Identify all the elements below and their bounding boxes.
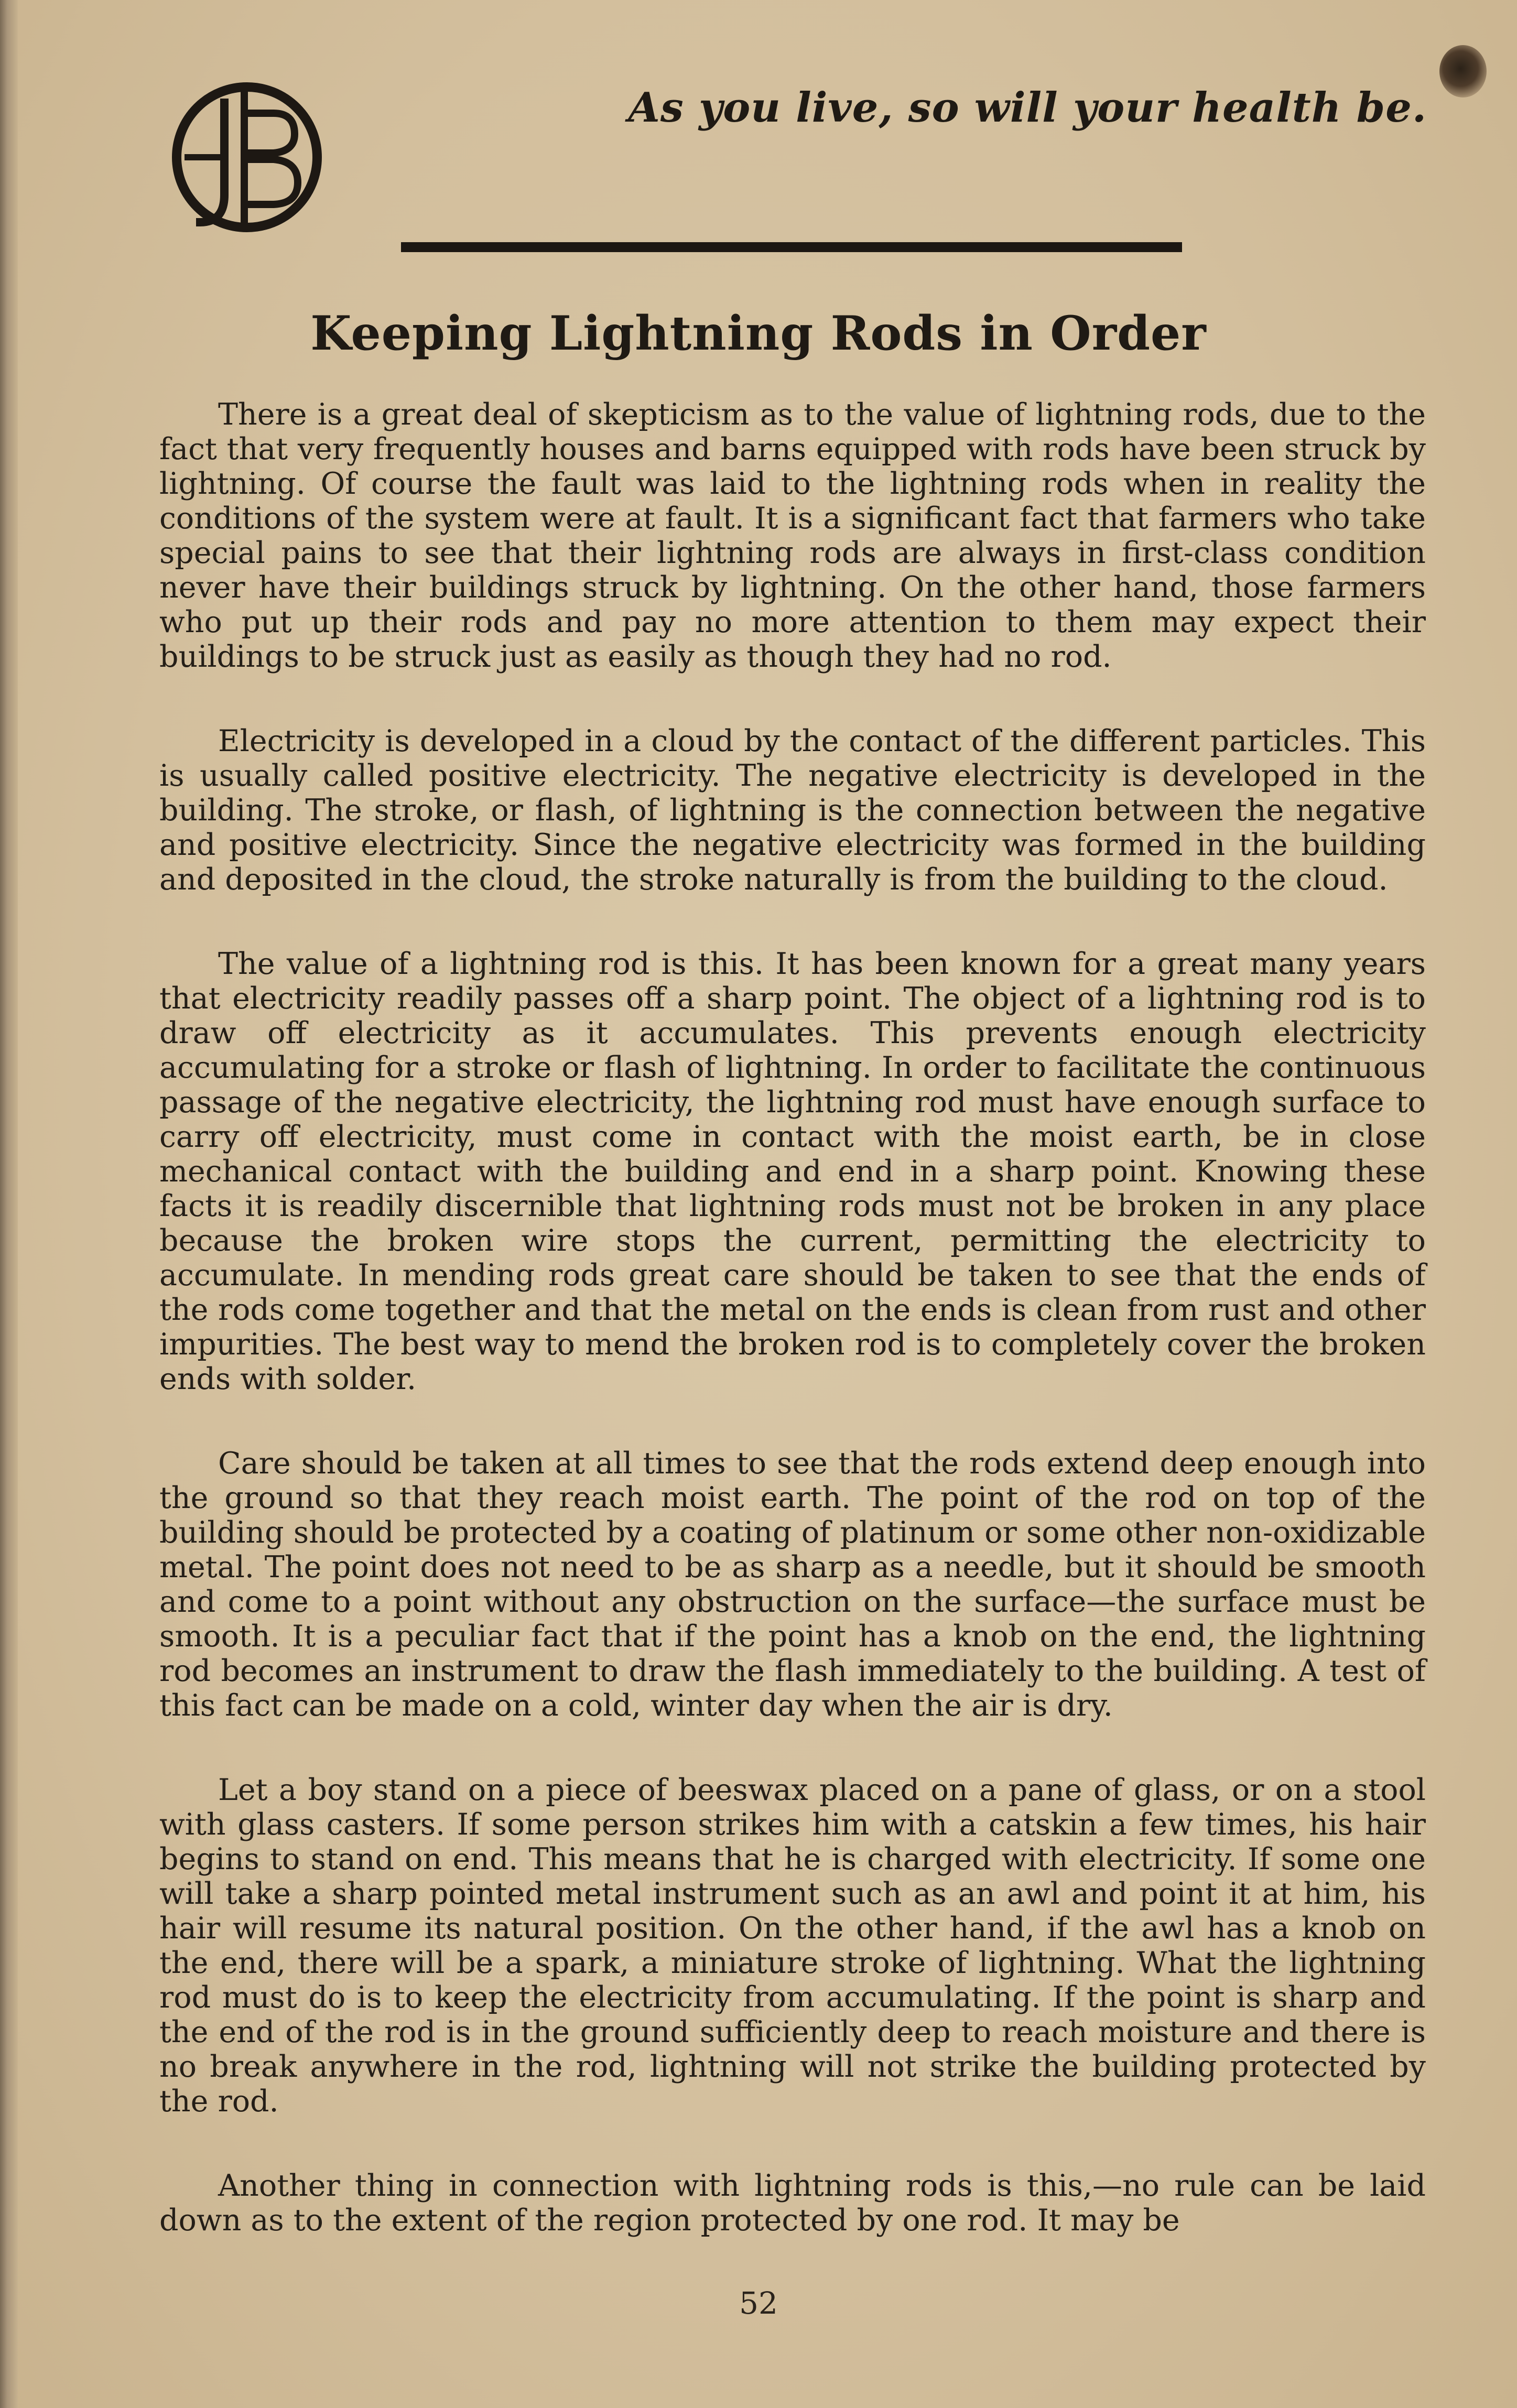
paragraph-care-depth: Care should be taken at all times to see that the rods extend deep enough into the ground so that they reach moist earth. The point of the rod on top of the building should be protected by a coating of platinum or some other non-oxidizable metal. The point does not need to be as sharp as a needle, but it should be smooth and come to a point without any obstruction on the surface—the surface must be smooth. It is a peculiar fact that if the point has a knob on the end, the lightning rod becomes an instrument to draw the flash immediately to the building. A test of this fact can be made on a cold, winter day when the air is dry.	[159, 1446, 1426, 1723]
ink-stain	[1439, 45, 1487, 97]
article-body	[159, 397, 1426, 2238]
article-title: Keeping Lightning Rods in Order	[310, 306, 1207, 361]
paragraph-skepticism: There is a great deal of skepticism as to the value of lightning rods, due to the fact that very frequently houses and barns equipped with rods have been struck by lightning. Of course the fault was laid to the lightning rods when in reality the conditions of the system were at fault. It is a significant fact that farmers who take special pains to see that their lightning rods are always in first-class condition never have their buildings struck by lightning. On the other hand, those farmers who put up their rods and pay no more attention to them may expect their buildings to be struck just as easily as though they had no rod.	[159, 397, 1426, 674]
monogram-logo-icon	[166, 74, 328, 240]
paragraph-boy-experiment: Let a boy stand on a piece of beeswax placed on a pane of glass, or on a stool with glass casters. If some person strikes him with a catskin a few times, his hair begins to stand on end. This means that he is charged with electricity. If some one will take a sharp pointed metal instrument such as an awl and point it at him, his hair will resume its natural position. On the other hand, if the awl has a knob on the end, there will be a spark, a miniature stroke of lightning. What the lightning rod must do is to keep the electricity from accumulating. If the point is sharp and the end of the rod is in the ground sufficiently deep to reach moisture and there is no break anywhere in the rod, lightning will not strike the building protected by the rod.	[159, 1773, 1426, 2119]
header-divider	[401, 242, 1182, 252]
header-motto: As you live, so will your health be.	[628, 84, 1427, 132]
paragraph-region-protected: Another thing in connection with lightning rods is this,—no rule can be laid down as to the extent of the region protected by one rod. It may be	[159, 2168, 1426, 2238]
binding-edge	[0, 0, 18, 2408]
paragraph-value-of-rod: The value of a lightning rod is this. It has been known for a great many years that electricity readily passes off a sharp point. The object of a lightning rod is to draw off electricity as it accumulates. This prevents enough electricity accumulating for a stroke or flash of lightning. In order to facilitate the continuous passage of the negative electricity, the lightning rod must have enough surface to carry off electricity, must come in contact with the moist earth, be in close mechanical contact with the building and end in a sharp point. Knowing these facts it is readily discernible that lightning rods must not be broken in any place because the broken wire stops the current, permitting the electricity to accumulate. In mending rods great care should be taken to see that the ends of the rods come together and that the metal on the ends is clean from rust and other impurities. The best way to mend the broken rod is to completely cover the broken ends with solder.	[159, 947, 1426, 1396]
page-number: 52	[739, 2285, 778, 2321]
paragraph-electricity-developed: Electricity is developed in a cloud by the contact of the different particles. This is usually called positive electricity. The negative electricity is developed in the building. The stroke, or flash, of lightning is the connection between the negative and positive electricity. Since the negative electricity was formed in the building and deposited in the cloud, the stroke naturally is from the building to the cloud.	[159, 724, 1426, 897]
